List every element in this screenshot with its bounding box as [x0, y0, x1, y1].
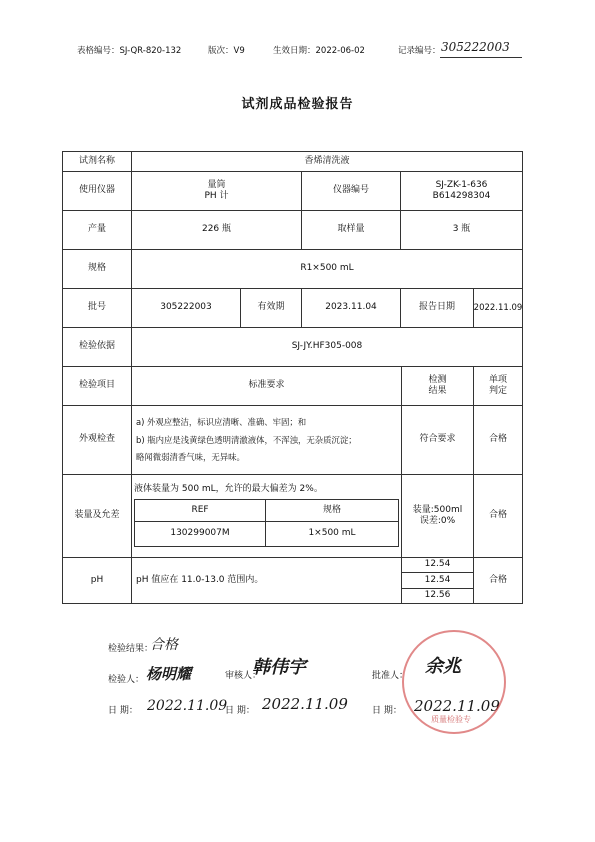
fill-sub-ref-header: REF	[134, 499, 266, 522]
reviewer-date-label: 日 期：	[225, 706, 255, 716]
form-number	[77, 44, 181, 56]
instrument-no	[400, 171, 523, 211]
conclusion-handwritten: 合格	[150, 637, 178, 653]
sample-value: 3 瓶	[400, 210, 523, 250]
output-value: 226 瓶	[131, 210, 302, 250]
version-label: 版次：	[208, 46, 234, 56]
fill-result-line-1: 装量:500ml	[412, 504, 463, 515]
fill-sub-spec-header: 规格	[265, 499, 399, 522]
instrument-label: 使用仪器	[62, 171, 132, 211]
effective-date-value: 2022-06-02	[315, 46, 365, 56]
fill-label: 装量及允差	[62, 474, 132, 558]
quality-seal-text: 质量检验专	[431, 715, 471, 724]
appearance-verdict: 合格	[473, 405, 523, 475]
fill-sub-spec-value: 1×500 mL	[265, 521, 399, 547]
ph-standard: pH 值应在 11.0-13.0 范围内。	[131, 557, 402, 604]
record-number-handwritten: 305222003	[441, 40, 510, 54]
instrument-name-2: PH 计	[204, 191, 229, 201]
form-number-label: 表格编号：	[77, 46, 120, 56]
appearance-line-1: a) 外观应整洁，标识应清晰、准确、牢固；和	[136, 417, 307, 428]
basis-label: 检验依据	[62, 327, 132, 367]
inspector-signature: 杨明耀	[146, 665, 192, 683]
approver-label: 批准人：	[372, 671, 409, 681]
reviewer-label: 审核人：	[225, 671, 262, 681]
reagent-name-label: 试剂名称	[62, 151, 132, 172]
appearance-line-3: 略闻微弱清香气味，无异味。	[136, 452, 245, 463]
basis-value: SJ-JY.HF305-008	[131, 327, 523, 367]
batch-label: 批号	[62, 288, 132, 328]
form-number-value: SJ-QR-820-132	[119, 46, 182, 56]
approver-date-label: 日 期：	[372, 706, 402, 716]
expiry-value: 2023.11.04	[301, 288, 401, 328]
approver-date: 2022.11.09	[414, 697, 500, 715]
output-label: 产量	[62, 210, 132, 250]
instrument-name-1: 量筒	[207, 179, 226, 190]
spec-label: 规格	[62, 249, 132, 289]
fill-result-line-2: 误差:0%	[419, 516, 456, 526]
sample-label: 取样量	[301, 210, 401, 250]
appearance-label: 外观检查	[62, 405, 132, 475]
page-title: 试剂成品检验报告	[241, 97, 354, 112]
version	[208, 44, 245, 56]
result-header	[401, 366, 474, 406]
reviewer-signature: 韩伟宇	[252, 657, 306, 678]
expiry-label: 有效期	[240, 288, 302, 328]
fill-standard: 液体装量为 500 mL，允许的最大偏差为 2%。	[134, 484, 323, 494]
spec-value: R1×500 mL	[131, 249, 523, 289]
result-header-line-1: 检测	[428, 374, 447, 385]
instrument-name	[131, 171, 302, 211]
reagent-name-value: 香烯清洗液	[131, 151, 523, 172]
fill-result	[401, 474, 474, 558]
inspector-label: 检验人：	[108, 675, 145, 685]
fill-verdict: 合格	[473, 474, 523, 558]
report-date-value: 2022.11.09	[473, 288, 523, 328]
effective-date	[273, 44, 365, 56]
standard-header: 标准要求	[131, 366, 402, 406]
reviewer-date: 2022.11.09	[262, 695, 348, 713]
record-number-underline	[440, 57, 522, 58]
appearance-standard	[131, 405, 402, 475]
effective-date-label: 生效日期：	[273, 46, 316, 56]
inspector-date-label: 日 期：	[108, 706, 138, 716]
verdict-header-line-2: 判定	[488, 386, 507, 396]
ph-verdict: 合格	[473, 557, 523, 604]
inspector-date: 2022.11.09	[147, 698, 228, 714]
result-header-line-2: 结果	[428, 386, 447, 396]
appearance-line-2: b) 瓶内应是浅黄绿色透明清澈液体，不浑浊，无杂质沉淀；	[136, 434, 357, 445]
ph-value-3: 12.56	[401, 588, 474, 604]
verdict-header	[473, 366, 523, 406]
report-date-label: 报告日期	[400, 288, 474, 328]
instrument-no-label: 仪器编号	[301, 171, 401, 211]
ph-value-2: 12.54	[401, 572, 474, 589]
approver-signature: 余兆	[425, 656, 461, 677]
batch-value: 305222003	[131, 288, 241, 328]
instrument-no-1: SJ-ZK-1-636	[435, 179, 488, 190]
fill-standard-cell	[131, 474, 402, 558]
ph-label: pH	[62, 557, 132, 604]
ph-value-1: 12.54	[401, 557, 474, 573]
fill-sub-ref-value: 130299007M	[134, 521, 266, 547]
instrument-no-2: B614298304	[432, 191, 491, 201]
conclusion-label: 检验结果：	[108, 644, 154, 654]
item-header: 检验项目	[62, 366, 132, 406]
version-value: V9	[233, 46, 245, 56]
appearance-result: 符合要求	[401, 405, 474, 475]
verdict-header-line-1: 单项	[488, 374, 507, 385]
record-number-label: 记录编号：	[398, 46, 441, 56]
